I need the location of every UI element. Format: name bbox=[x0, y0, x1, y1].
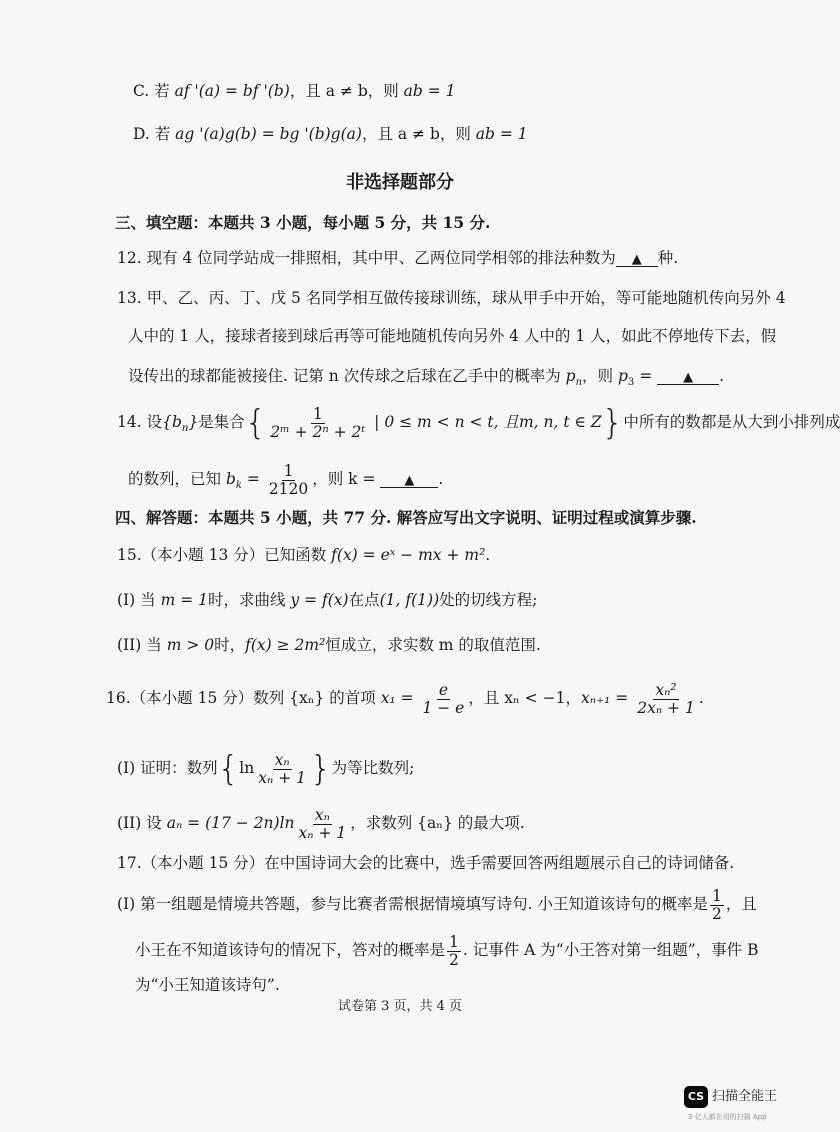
question-16-part2: (II) 设 aₙ = (17 − 2n)ln $\frac{\text{xₙ}}{\text{xₙ + 1}}$ ，求数列 {aₙ} 的最大项. bbox=[117, 805, 525, 842]
an-fraction: $\frac{\text{xₙ}}{\text{xₙ + 1}}$ bbox=[298, 805, 347, 842]
recurrence-fraction: $\frac{\text{xₙ²}}{\text{2xₙ + 1}}$ bbox=[637, 680, 695, 717]
question-14-line2: 的数列，已知 $b_k$ = $\frac{1}{2120}$ ，则 k = ▲ . bbox=[128, 461, 444, 498]
question-13-line2: 人中的 1 人，接球者接到球后再等可能地随机传向另外 4 人中的 1 人，如此不停地传下去，假 bbox=[128, 327, 777, 345]
answer-blank[interactable]: ▲ bbox=[380, 471, 438, 488]
camscanner-logo-icon: CS bbox=[684, 1086, 708, 1108]
question-17-line3: 为“小王知道该诗句”. bbox=[135, 976, 280, 994]
question-13-line3: 设传出的球都能被接住. 记第 n 次传球之后球在乙手中的概率为 $p_n$，则 $p_3$ = ▲ . bbox=[128, 367, 725, 389]
question-13-line1: 13. 甲、乙、丙、丁、戊 5 名同学相互做传接球训练，球从甲手中开始，等可能地随机传向另外 4 bbox=[117, 289, 786, 307]
set-fraction: $\frac{1}{\text{2ᵐ + 2ⁿ + 2ᵗ}}$ bbox=[270, 404, 366, 441]
left-brace: { bbox=[217, 749, 240, 789]
question-12: 12. 现有 4 位同学站成一排照相，其中甲、乙两位同学相邻的排法种数为 ▲ 种. bbox=[117, 249, 679, 267]
left-brace: { bbox=[244, 403, 267, 443]
part3-heading: 三、填空题：本题共 3 小题，每小题 5 分，共 15 分. bbox=[115, 213, 491, 232]
question-15-part1: (I) 当 m = 1时，求曲线 y = f(x)在点(1, f(1))处的切线方程; bbox=[117, 591, 538, 609]
question-16-head: 16.（本小题 15 分）数列 {xₙ} 的首项 x₁ = $\frac{e}{1 - e}$ ，且 xₙ < −1，xₙ₊₁ = $\frac{\text{xₙ²}}{\text{2xₙ + 1}}$ . bbox=[106, 680, 704, 717]
answer-blank[interactable]: ▲ bbox=[657, 368, 719, 385]
half-fraction: $\frac{1}{2}$ bbox=[449, 932, 459, 969]
part4-heading: 四、解答题：本题共 5 小题，共 77 分. 解答应写出文字说明、证明过程或演算步骤. bbox=[115, 508, 697, 527]
section-title: 非选择题部分 bbox=[346, 172, 454, 193]
right-brace: } bbox=[309, 749, 332, 789]
bk-fraction: $\frac{1}{2120}$ bbox=[268, 461, 309, 498]
question-16-part1: (I) 证明：数列{ln $\frac{\text{xₙ}}{\text{xₙ + 1}}$ }为等比数列; bbox=[117, 749, 415, 789]
question-15-part2: (II) 当 m > 0时，f(x) ≥ 2m²恒成立，求实数 m 的取值范围. bbox=[117, 636, 541, 654]
ratio-fraction: $\frac{\text{xₙ}}{\text{xₙ + 1}}$ bbox=[258, 750, 306, 787]
question-17-head: 17.（本小题 15 分）在中国诗词大会的比赛中，选手需要回答两组题展示自己的诗词储备. bbox=[117, 854, 735, 872]
right-brace: } bbox=[601, 403, 624, 443]
watermark-tagline: 3 亿人都在用的扫描 App bbox=[688, 1113, 767, 1121]
question-17-part1: (I) 第一组题是情境共答题，参与比赛者需根据情境填写诗句. 小王知道该诗句的概率是 $\frac{1}{2}$ ，且 bbox=[117, 886, 757, 923]
question-17-line2: 小王在不知道该诗句的情况下，答对的概率是 $\frac{1}{2}$ . 记事件 A 为“小王答对第一组题”，事件 B bbox=[135, 932, 759, 969]
answer-blank[interactable]: ▲ bbox=[616, 250, 658, 267]
option-d: D. 若 ag '(a)g(b) = bg '(b)g(a)，且 a ≠ b，则 ab = 1 bbox=[133, 125, 528, 143]
question-14-line1: 14. 设$\{b_n\}$是集合{ $\frac{1}{\text{2ᵐ + 2ⁿ + 2ᵗ}}$ | 0 ≤ m < n < t, 且m, n, t ∈ Z}中所有的数都是从大到小排列成 bbox=[117, 403, 840, 443]
question-15-head: 15.（本小题 13 分）已知函数 f(x) = eˣ − mx + m². bbox=[117, 546, 491, 564]
option-c: C. 若 af '(a) = bf '(b)，且 a ≠ b，则 ab = 1 bbox=[133, 82, 456, 100]
page-footer: 试卷第 3 页，共 4 页 bbox=[337, 999, 463, 1014]
half-fraction: $\frac{1}{2}$ bbox=[712, 886, 722, 923]
x1-fraction: $\frac{e}{1 - e}$ bbox=[422, 680, 465, 717]
watermark-name: 扫描全能王 bbox=[712, 1089, 778, 1104]
